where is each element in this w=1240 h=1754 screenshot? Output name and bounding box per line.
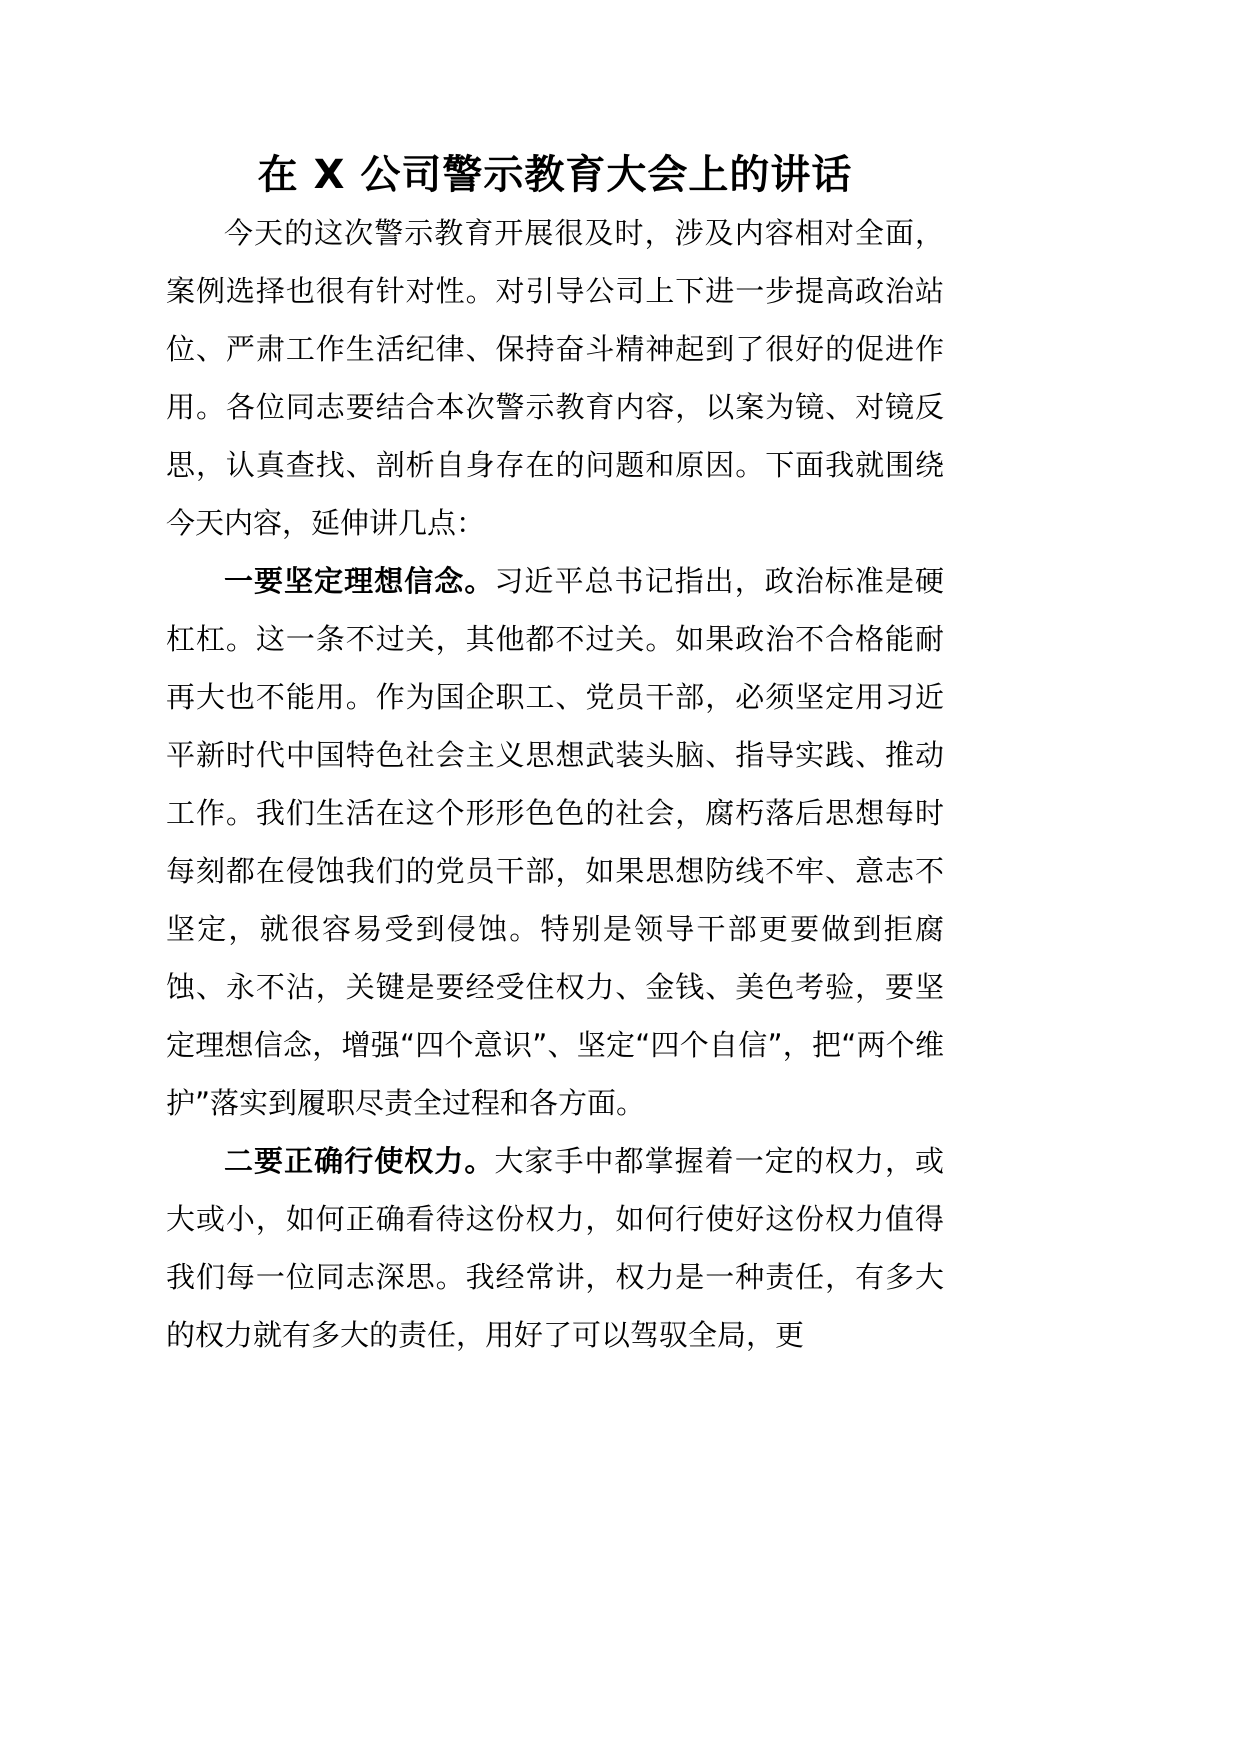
document-body bbox=[166, 204, 944, 1364]
paragraph-point-one bbox=[166, 552, 944, 1132]
document-title: 在 X 公司警示教育大会上的讲话 bbox=[257, 152, 853, 198]
paragraph-heading: 一要坚定理想信念。 bbox=[224, 564, 495, 598]
paragraph-point-two bbox=[166, 1132, 944, 1364]
paragraph-intro bbox=[166, 204, 944, 552]
paragraph-text: 大家手中都掌握着一定的权力，或大或小，如何正确看待这份权力，如何行使好这份权力值得我们每一位同志深思。我经常讲，权力是一种责任，有多大的权力就有多大的责任，用好了可以驾驭全局，更 bbox=[166, 1144, 944, 1352]
paragraph-heading: 二要正确行使权力。 bbox=[224, 1144, 495, 1178]
paragraph-text: 今天的这次警示教育开展很及时，涉及内容相对全面，案例选择也很有针对性。对引导公司上下进一步提高政治站位、严肃工作生活纪律、保持奋斗精神起到了很好的促进作用。各位同志要结合本次警示教育内容，以案为镜、对镜反思，认真查找、剖析自身存在的问题和原因。下面我就围绕今天内容，延伸讲几点： bbox=[166, 216, 944, 540]
paragraph-text: 习近平总书记指出，政治标准是硬杠杠。这一条不过关，其他都不过关。如果政治不合格能耐再大也不能用。作为国企职工、党员干部，必须坚定用习近平新时代中国特色社会主义思想武装头脑、指导实践、推动工作。我们生活在这个形形色色的社会，腐朽落后思想每时每刻都在侵蚀我们的党员干部，如果思想防线不牢、意志不坚定，就很容易受到侵蚀。特别是领导干部更要做到拒腐蚀、永不沾，关键是要经受住权力、金钱、美色考验，要坚定理想信念，增强“四个意识”、坚定“四个自信”，把“两个维护”落实到履职尽责全过程和各方面。 bbox=[166, 564, 944, 1120]
